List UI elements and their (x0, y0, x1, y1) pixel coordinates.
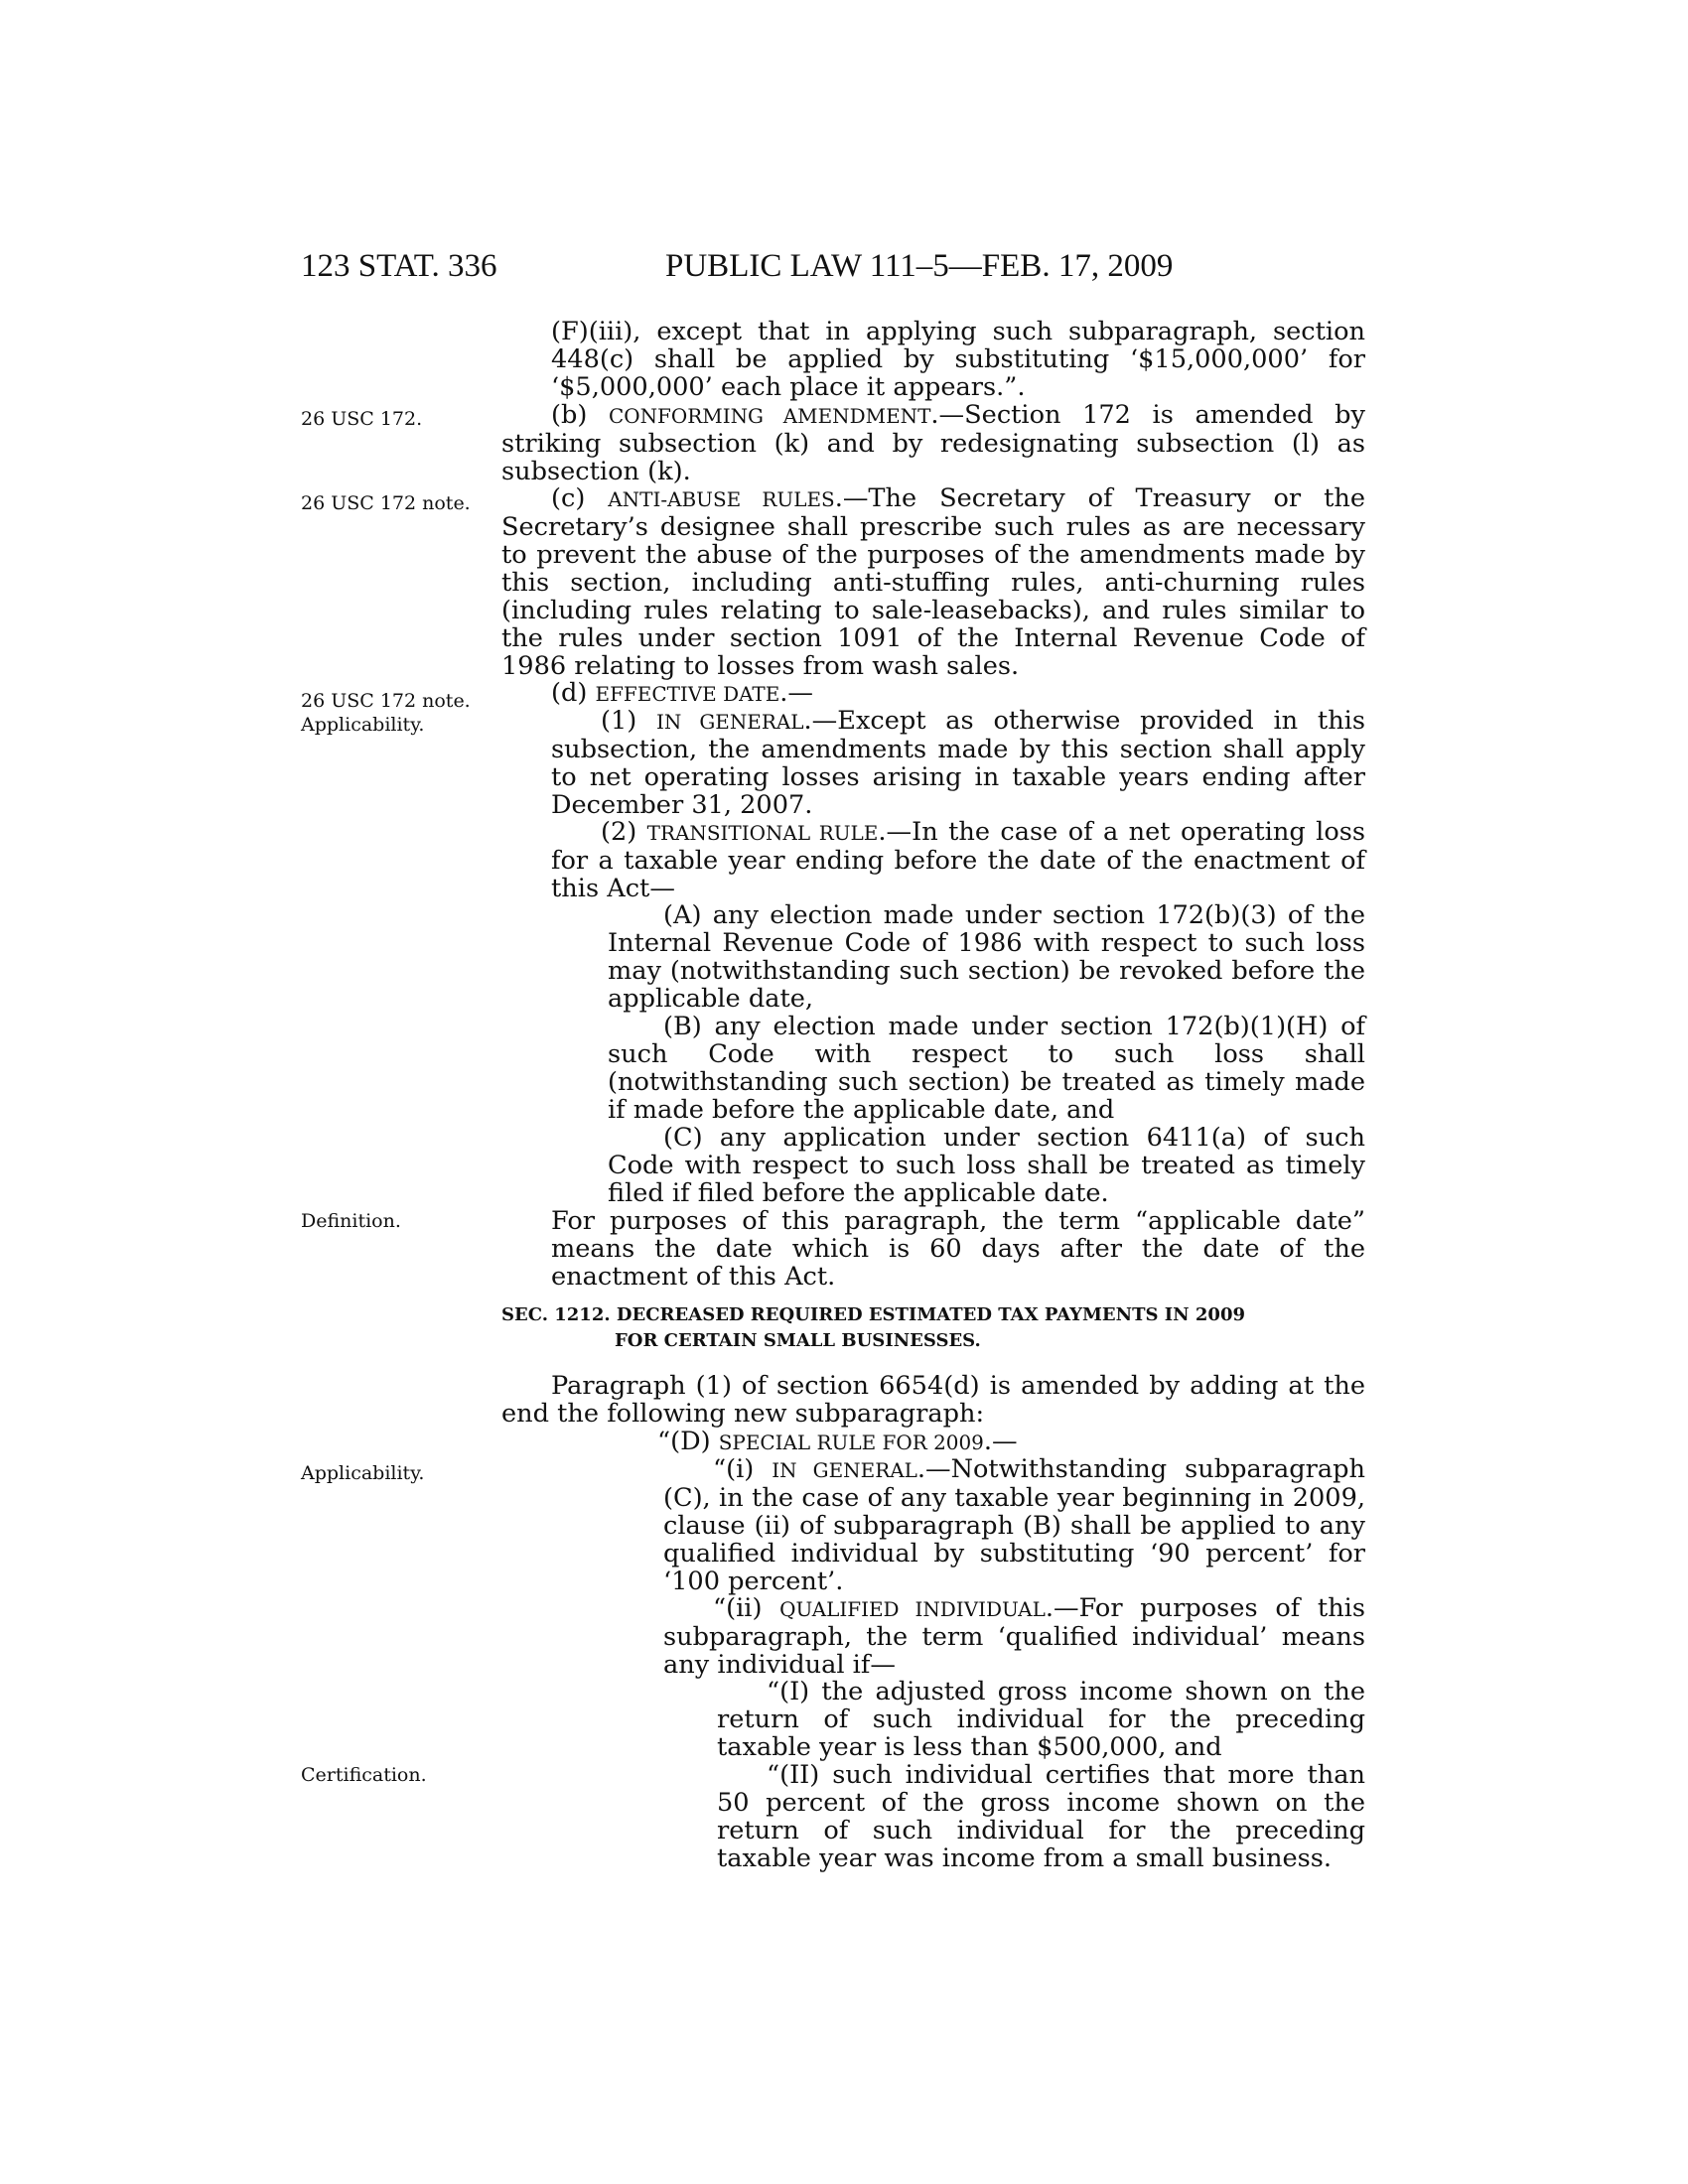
margin-note: Applicability. (301, 1462, 425, 1484)
margin-note: 26 USC 172 note. (301, 690, 471, 712)
margin-note: Applicability. (301, 714, 425, 736)
margin-note: 26 USC 172 note. (301, 492, 471, 514)
paragraph-c: (c) ANTI-ABUSE RULES.—The Secretary of Treasury or the Secretary’s designee shall prescribe such rules as are necessary to prevent the abuse of the purposes of the amendments made by this section, including anti-stuffing rules, anti-churning rules (including rules relating to sale-leasebacks), and rules similar to the rules under section 1091 of the Internal Revenue Code of 1986 relating to losses from wash sales. (501, 483, 1365, 681)
paragraph-d-2-b: (B) any election made under section 172(b)(1)(H) of such Code with respect to such loss shall (notwithstanding such section) be treated as timely made if made before the applicable date, and (608, 1012, 1365, 1125)
margin-note: 26 USC 172. (301, 408, 423, 430)
paragraph-quoted-ii-roman: “(II) such individual certifies that more than 50 percent of the gross income shown on the return of such individual for the preceding taxable year was income from a small business. (717, 1760, 1365, 1873)
paragraph-quoted-d: “(D) SPECIAL RULE FOR 2009.— (657, 1427, 1018, 1456)
paragraph-f-iii: (F)(iii), except that in applying such subparagraph, section 448(c) shall be applied by substituting ‘$15,000,000’ for ‘$5,000,000’ each place it appears.”. (551, 317, 1365, 402)
paragraph-b: (b) CONFORMING AMENDMENT.—Section 172 is amended by striking subsection (k) and by redesignating subsection (l) as subsection (k). (501, 400, 1365, 486)
paragraph-d-2-c: (C) any application under section 6411(a) of such Code with respect to such loss shall be treated as timely filed if filed before the applicable date. (608, 1123, 1365, 1208)
paragraph-definition: For purposes of this paragraph, the term “applicable date” means the date which is 60 days after the date of the enactment of this Act. (551, 1206, 1365, 1292)
paragraph-quoted-i-roman: “(I) the adjusted gross income shown on the return of such individual for the preceding taxable year is less than $500,000, and (717, 1677, 1365, 1762)
paragraph-d-2-a: (A) any election made under section 172(b)(3) of the Internal Revenue Code of 1986 with respect to such loss may (notwithstanding such section) be revoked before the applicable date, (608, 900, 1365, 1014)
paragraph-quoted-i: “(i) IN GENERAL.—Notwithstanding subparagraph (C), in the case of any taxable year beginning in 2009, clause (ii) of subparagraph (B) shall be applied to any qualified individual by substituting ‘90 percent’ for ‘100 percent’. (663, 1454, 1365, 1596)
paragraph-d-1: (1) IN GENERAL.—Except as otherwise provided in this subsection, the amendments made by this section shall apply to net operating losses arising in taxable years ending after December 31, 2007. (551, 706, 1365, 820)
page-header-title: PUBLIC LAW 111–5—FEB. 17, 2009 (665, 248, 1174, 284)
page-reference: 123 STAT. 336 (301, 248, 497, 284)
paragraph-d-2: (2) TRANSITIONAL RULE.—In the case of a net operating loss for a taxable year ending before the date of the enactment of this Act— (551, 817, 1366, 903)
margin-note: Certification. (301, 1764, 427, 1786)
paragraph-quoted-ii: “(ii) QUALIFIED INDIVIDUAL.—For purposes of this subparagraph, the term ‘qualified individual’ means any individual if— (663, 1593, 1366, 1680)
margin-note: Definition. (301, 1210, 401, 1232)
section-heading: SEC. 1212. DECREASED REQUIRED ESTIMATED TAX PAYMENTS IN 2009 FOR CERTAIN SMALL BUSINESSES. (501, 1304, 1245, 1351)
paragraph-d: (d) EFFECTIVE DATE.— (551, 678, 814, 708)
paragraph-amendment: Paragraph (1) of section 6654(d) is amended by adding at the end the following new subparagraph: (501, 1371, 1365, 1429)
